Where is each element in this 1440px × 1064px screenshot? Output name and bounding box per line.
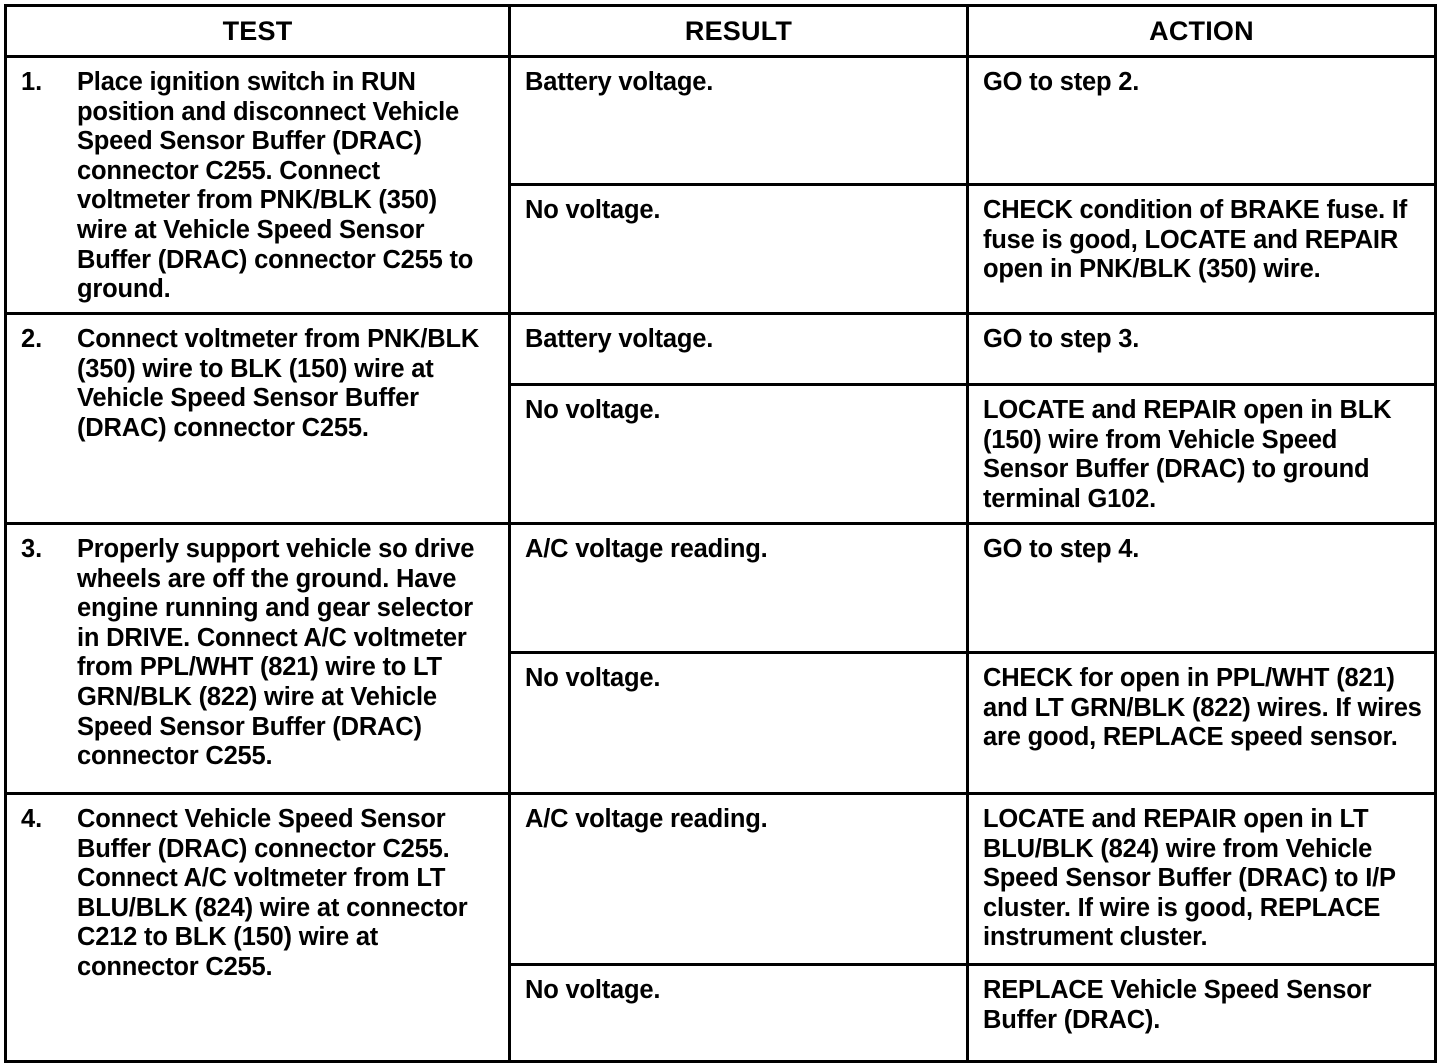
diagnostic-table [4, 4, 1437, 1063]
result-cell [510, 57, 968, 185]
result-cell [510, 794, 968, 965]
action-text: CHECK for open in PPL/WHT (821) and LT GRN/BLK (822) wires. If wires are good, REPLACE speed sensor. [983, 664, 1422, 752]
action-cell [968, 653, 1436, 794]
header-result: RESULT [510, 6, 968, 57]
action-cell [968, 185, 1436, 314]
header-row [6, 6, 1436, 57]
diagnostic-sheet [4, 4, 1434, 1060]
action-text: CHECK condition of BRAKE fuse. If fuse is good, LOCATE and REPAIR open in PNK/BLK (350) wire. [983, 196, 1408, 284]
result-text: No voltage. [525, 396, 661, 424]
result-text: No voltage. [525, 664, 661, 692]
step-number: 3. [21, 535, 43, 563]
action-cell [968, 794, 1436, 965]
result-cell [510, 314, 968, 385]
action-text: REPLACE Vehicle Speed Sensor Buffer (DRAC). [983, 976, 1372, 1034]
action-text: GO to step 3. [983, 325, 1140, 353]
action-cell [968, 314, 1436, 385]
header-action: ACTION [968, 6, 1436, 57]
test-instructions: Connect Vehicle Speed Sensor Buffer (DRAC) connector C255. Connect A/C voltmeter from LT BLU/BLK (824) wire at connector C212 to BLK (150) wire at connector C255. [77, 805, 468, 981]
action-cell [968, 524, 1436, 653]
table-row [6, 57, 1436, 185]
result-text: No voltage. [525, 196, 661, 224]
test-cell-step-1 [6, 57, 510, 314]
table-row [6, 314, 1436, 385]
result-cell [510, 185, 968, 314]
action-cell [968, 965, 1436, 1062]
result-text: Battery voltage. [525, 325, 714, 353]
result-text: A/C voltage reading. [525, 535, 768, 563]
table-row [6, 794, 1436, 965]
step-number: 4. [21, 805, 43, 833]
action-cell [968, 57, 1436, 185]
step-number: 2. [21, 325, 43, 353]
result-text: Battery voltage. [525, 68, 714, 96]
result-cell [510, 965, 968, 1062]
result-cell [510, 653, 968, 794]
test-instructions: Place ignition switch in RUN position and disconnect Vehicle Speed Sensor Buffer (DRAC) connector C255. Connect voltmeter from PNK/BLK (350) wire at Vehicle Speed Sensor Buffer (DRAC) connector C255 to ground. [77, 68, 474, 304]
result-text: No voltage. [525, 976, 661, 1004]
step-number: 1. [21, 68, 43, 96]
result-text: A/C voltage reading. [525, 805, 768, 833]
test-cell-step-3 [6, 524, 510, 794]
action-text: GO to step 2. [983, 68, 1140, 96]
test-instructions: Connect voltmeter from PNK/BLK (350) wire to BLK (150) wire at Vehicle Speed Sensor Buffer (DRAC) connector C255. [77, 325, 480, 442]
action-text: LOCATE and REPAIR open in BLK (150) wire from Vehicle Speed Sensor Buffer (DRAC) to ground terminal G102. [983, 396, 1392, 513]
action-text: LOCATE and REPAIR open in LT BLU/BLK (824) wire from Vehicle Speed Sensor Buffer (DRAC) to I/P cluster. If wire is good, REPLACE instrument cluster. [983, 805, 1396, 952]
action-text: GO to step 4. [983, 535, 1140, 563]
action-cell [968, 385, 1436, 524]
result-cell [510, 385, 968, 524]
test-instructions: Properly support vehicle so drive wheels are off the ground. Have engine running and gear selector in DRIVE. Connect A/C voltmeter from PPL/WHT (821) wire to LT GRN/BLK (822) wire at Vehicle Speed Sensor Buffer (DRAC) connector C255. [77, 535, 475, 771]
header-test: TEST [6, 6, 510, 57]
test-cell-step-2 [6, 314, 510, 524]
result-cell [510, 524, 968, 653]
test-cell-step-4 [6, 794, 510, 1062]
table-row [6, 524, 1436, 653]
